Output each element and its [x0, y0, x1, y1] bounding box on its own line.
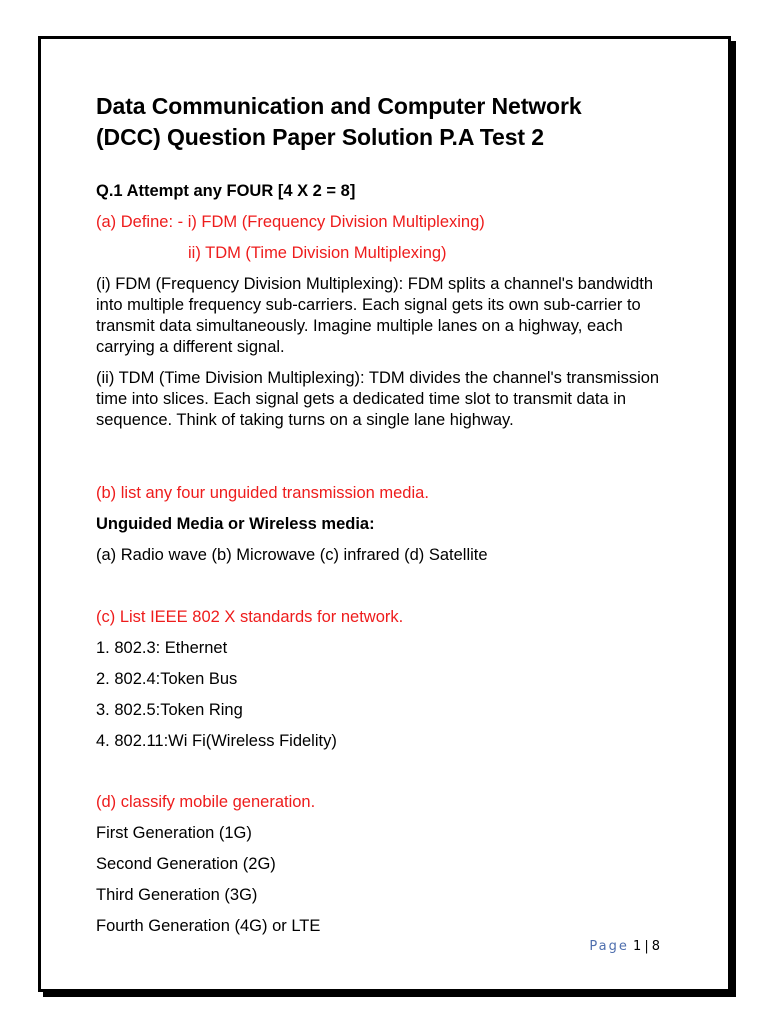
title-block	[96, 91, 696, 153]
list-item: Third Generation (3G)	[96, 886, 258, 904]
qb-question: (b) list any four unguided transmission media.	[96, 484, 429, 502]
page-total: 8	[651, 939, 660, 954]
list-item: 4. 802.11:Wi Fi(Wireless Fidelity)	[96, 732, 337, 750]
document-title-line1: Data Communication and Computer Network	[96, 93, 582, 119]
page-label: Page	[589, 939, 629, 954]
list-item: 1. 802.3: Ethernet	[96, 639, 228, 657]
qb-subheading: Unguided Media or Wireless media:	[96, 515, 375, 533]
list-item: Second Generation (2G)	[96, 855, 276, 873]
list-item: 3. 802.5:Token Ring	[96, 701, 243, 719]
qc-question: (c) List IEEE 802 X standards for network.	[96, 608, 404, 626]
list-item: First Generation (1G)	[96, 824, 252, 842]
document-title-line2: (DCC) Question Paper Solution P.A Test 2	[96, 124, 544, 150]
list-item: 2. 802.4:Token Bus	[96, 670, 238, 688]
qa-answer-fdm: (i) FDM (Frequency Division Multiplexing): FDM splits a channel's bandwidth into multiple frequency sub-carriers. Each signal gets its own sub-carrier to transmit data simultaneously. Imagine multiple lanes on a highway, each carrying a different signal.	[96, 275, 654, 356]
page-separator: |	[644, 939, 649, 954]
page-number: 1	[633, 939, 642, 954]
qa-question-line2: ii) TDM (Time Division Multiplexing)	[188, 244, 447, 262]
page-frame	[38, 36, 731, 992]
list-item: Fourth Generation (4G) or LTE	[96, 917, 321, 935]
qd-question: (d) classify mobile generation.	[96, 793, 316, 811]
qa-question-line1: (a) Define: - i) FDM (Frequency Division Multiplexing)	[96, 213, 485, 231]
q1-heading: Q.1 Attempt any FOUR [4 X 2 = 8]	[96, 182, 356, 200]
page-footer	[589, 939, 660, 954]
qb-answer: (a) Radio wave (b) Microwave (c) infrared (d) Satellite	[96, 546, 488, 564]
qa-answer-tdm: (ii) TDM (Time Division Multiplexing): TDM divides the channel's transmission time into slices. Each signal gets a dedicated time slot to transmit data in sequence. Think of taking turns on a single lane highway.	[96, 369, 660, 429]
